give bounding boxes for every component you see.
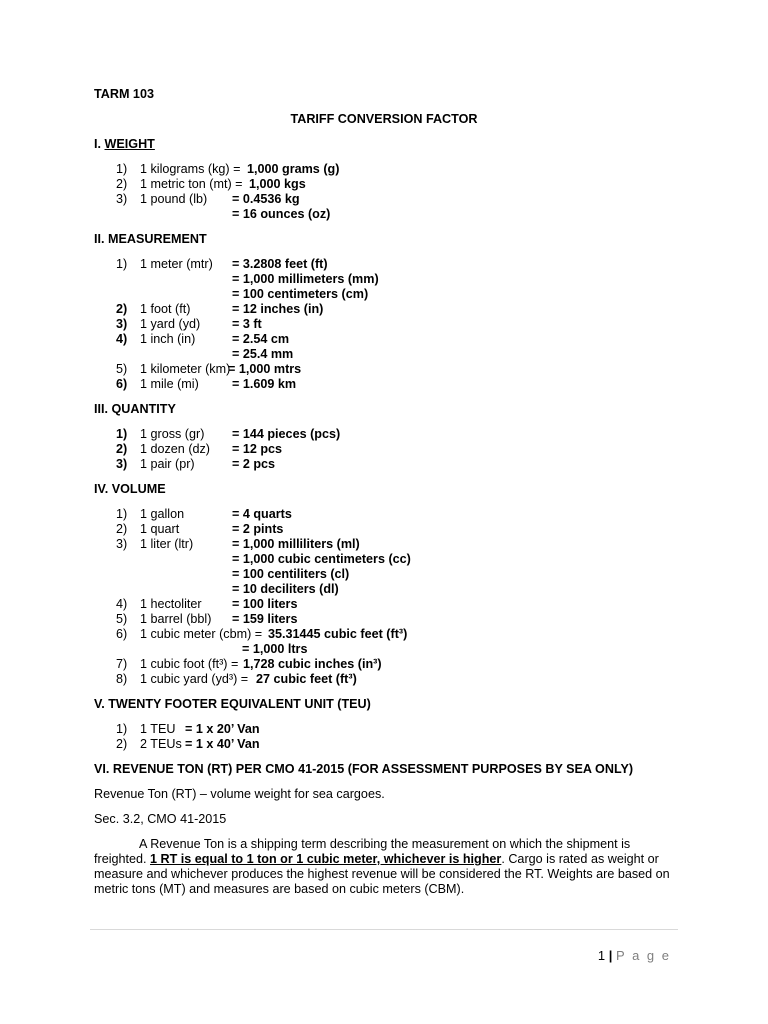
page-number: 1: [597, 948, 606, 963]
section-heading-quantity: III. QUANTITY: [94, 402, 176, 416]
revenue-ton-rule: 1 RT is equal to 1 ton or 1 cubic meter, whichever is higher: [150, 852, 502, 866]
section-heading-revenue-ton: VI. REVENUE TON (RT) PER CMO 41-2015 (FOR ASSESSMENT PURPOSES BY SEA ONLY): [94, 762, 634, 776]
section-heading-measurement: II. MEASUREMENT: [94, 232, 207, 246]
section-heading-volume: IV. VOLUME: [94, 482, 166, 496]
footer-separator: |: [608, 948, 613, 963]
page-footer: [598, 948, 671, 963]
cmo-reference: Sec. 3.2, CMO 41-2015: [94, 812, 227, 826]
document-code: TARM 103: [94, 87, 154, 101]
section-heading-weight: I. WEIGHT: [94, 137, 155, 151]
page-title: TARIFF CONVERSION FACTOR: [290, 112, 478, 126]
revenue-ton-paragraph: A Revenue Ton is a shipping term describing the measurement on which the shipment is freighted. 1 RT is equal to 1 ton or 1 cubic meter, whichever is higher. Cargo is rated as weight or measure and whichever produces the highest revenue will be considered the RT. Weights are based on metric tons (MT) and measures are based on cubic meters (CBM).: [94, 837, 670, 896]
section-heading-teu: V. TWENTY FOOTER EQUIVALENT UNIT (TEU): [94, 697, 371, 711]
footer-divider: [90, 929, 678, 930]
page-label: P a g e: [616, 948, 671, 963]
revenue-ton-definition: Revenue Ton (RT) – volume weight for sea cargoes.: [94, 787, 385, 801]
